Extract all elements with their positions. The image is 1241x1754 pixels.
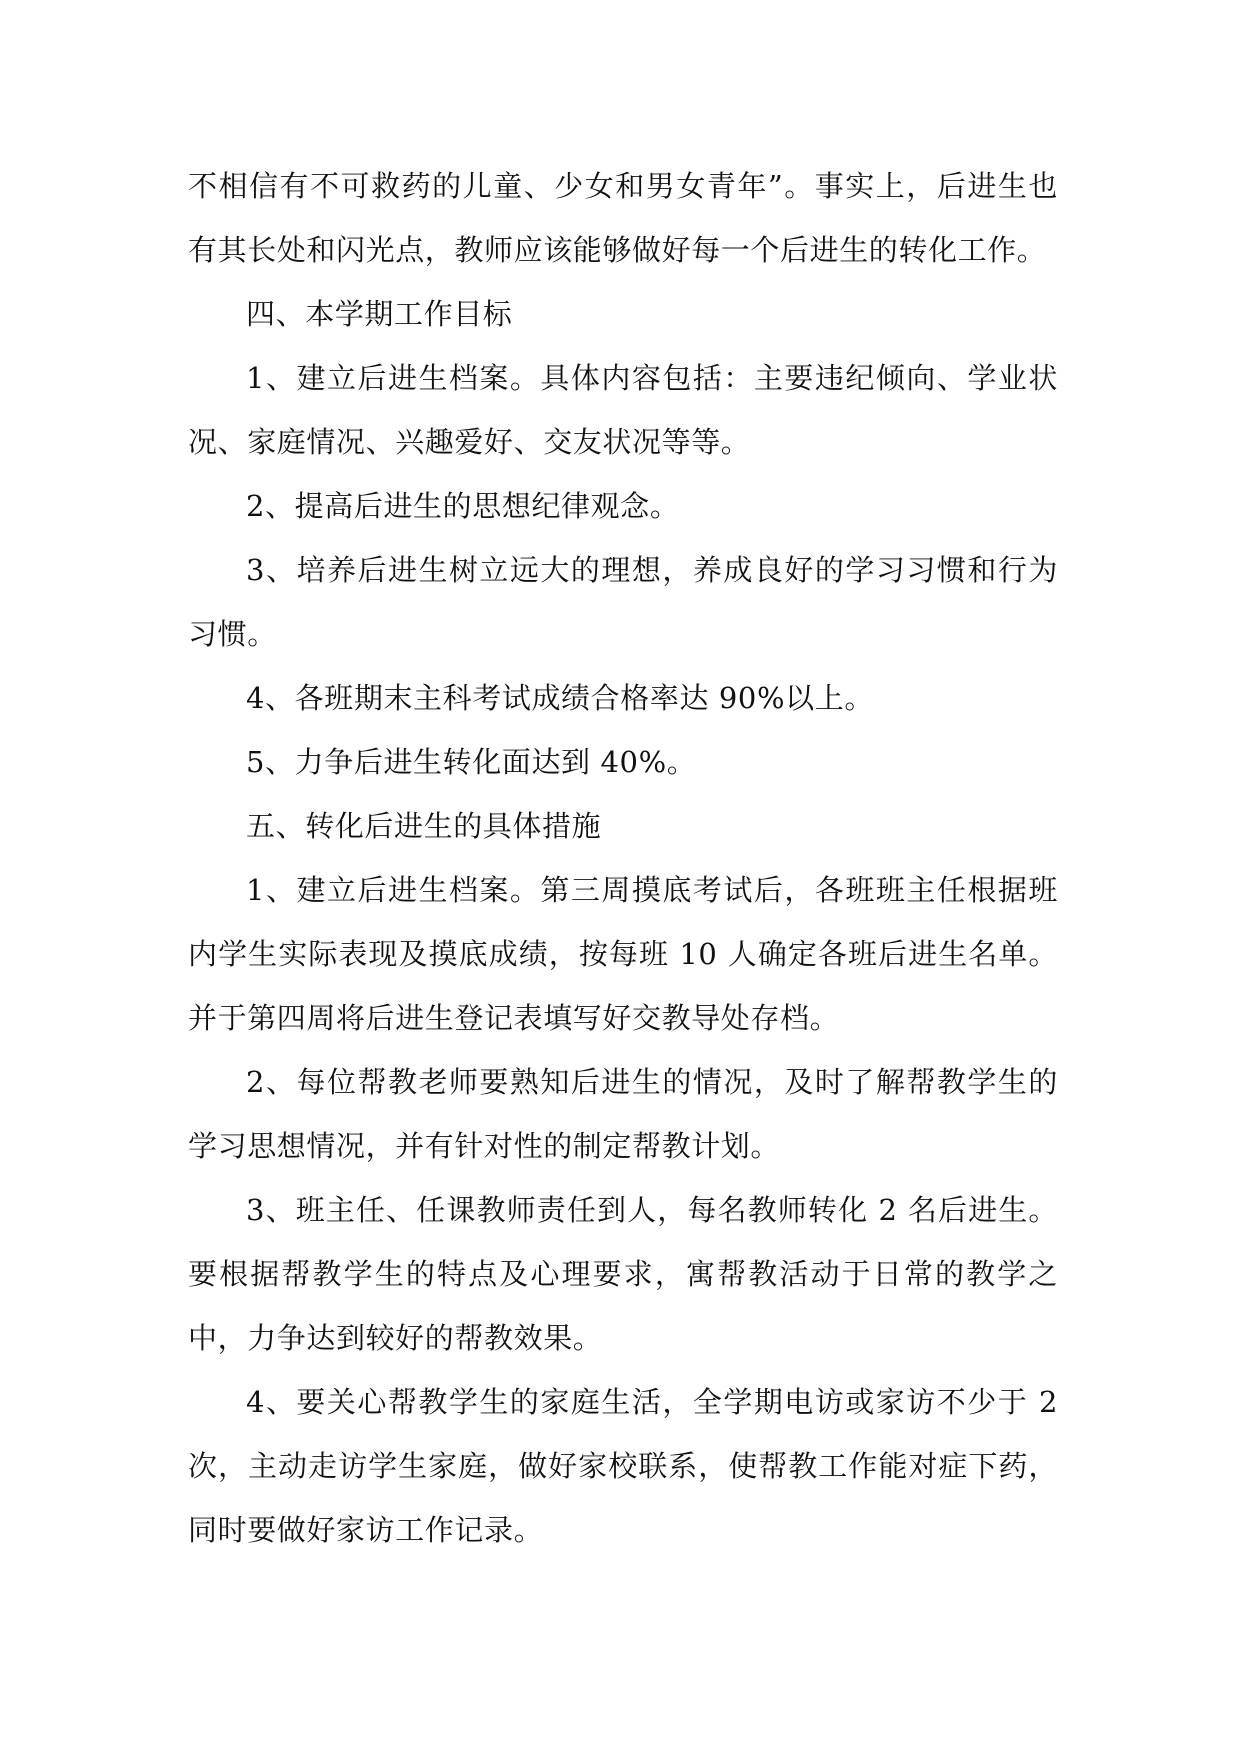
goal-item-1: 1、建立后进生档案。具体内容包括：主要违纪倾向、学业状况、家庭情况、兴趣爱好、交友状况等等。: [188, 361, 1058, 459]
measure-item-1: 1、建立后进生档案。第三周摸底考试后，各班班主任根据班内学生实际表现及摸底成绩，按每班 10 人确定各班后进生名单。并于第四周将后进生登记表填写好交教导处存档。: [188, 873, 1058, 1035]
paragraph-continuation: 不相信有不可救药的儿童、少女和男女青年”。事实上，后进生也有其长处和闪光点，教师应该能够做好每一个后进生的转化工作。: [188, 169, 1058, 267]
goal-item-3: 3、培养后进生树立远大的理想，养成良好的学习习惯和行为习惯。: [188, 553, 1058, 651]
measure-item-3: 3、班主任、任课教师责任到人，每名教师转化 2 名后进生。要根据帮教学生的特点及心理要求，寓帮教活动于日常的教学之中，力争达到较好的帮教效果。: [188, 1193, 1058, 1355]
section-heading-measures: 五、转化后进生的具体措施: [246, 809, 602, 843]
measure-item-4: 4、要关心帮教学生的家庭生活，全学期电访或家访不少于 2 次，主动走访学生家庭，做好家校联系，使帮教工作能对症下药，同时要做好家访工作记录。: [188, 1385, 1058, 1547]
document-body: [188, 154, 1058, 1562]
goal-item-4: 4、各班期末主科考试成绩合格率达 90%以上。: [246, 681, 874, 715]
section-heading-goals: 四、本学期工作目标: [246, 297, 513, 331]
goal-item-5: 5、力争后进生转化面达到 40%。: [246, 745, 697, 779]
measure-item-2: 2、每位帮教老师要熟知后进生的情况，及时了解帮教学生的学习思想情况，并有针对性的制定帮教计划。: [188, 1065, 1058, 1163]
goal-item-2: 2、提高后进生的思想纪律观念。: [246, 489, 680, 523]
